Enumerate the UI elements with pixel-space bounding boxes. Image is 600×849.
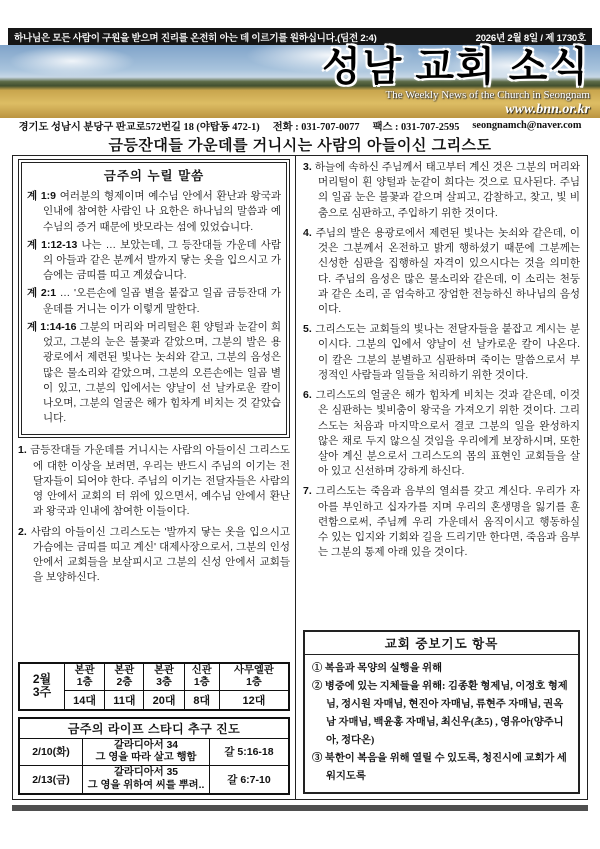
masthead-photo-banner [0, 45, 600, 118]
point-number: 6. [303, 389, 312, 402]
life-study-date: 2/13(금) [19, 766, 83, 794]
verse-text: … '오른손에 일곱 별을 붙잡고 일곱 금등잔대 가운데를 거니는 이가 이렇게 말한다. [43, 287, 281, 315]
attendance-column-header: 사무엘관 1층 [219, 663, 289, 690]
issue-date: 2026년 2월 8일 / 제 1730호 [475, 32, 586, 44]
doctrine-point [18, 525, 290, 586]
attendance-count: 8대 [184, 690, 219, 710]
attendance-count: 20대 [144, 690, 184, 710]
prayer-item-text: 복음과 목양의 실행을 위해 [324, 662, 443, 674]
page-headline: 금등잔대들 가운데를 거니시는 사람의 아들이신 그리스도 [108, 136, 492, 154]
point-text: 주님의 발은 용광로에서 제련된 빛나는 놋쇠와 같은데, 이것은 그분께서 온전하고 밝게 행하셨기 때문에 그분께는 신성한 심판을 집행하실 자격이 있으시다는 것을 의미한다. 주님의 음성은 많은 물소리와 같은데, 이 소리는 천둥과 같은 소리, 곧 엄숙하고 장엄한 전능하신 하나님의 음성이다. [315, 226, 580, 315]
attendance-column-header: 본관 2층 [105, 663, 144, 690]
verse-text: 여러분의 형제이며 예수님 안에서 환난과 왕국과 인내에 참여한 사람인 나 요한은 하나님의 말씀과 예수님의 증거 때문에 밧모라는 섬에 있었습니다. [43, 190, 281, 233]
prayer-item-text: 북한이 복음을 위해 열릴 수 있도록, 청진시에 교회가 세워지도록 [324, 752, 567, 782]
newsletter-subtitle: The Weekly News of the Church in Seongnam [385, 89, 590, 101]
scripture-box-title: 금주의 누릴 말씀 [103, 169, 205, 183]
right-column [296, 156, 587, 799]
attendance-column-header: 신관 1층 [184, 663, 219, 690]
website-link[interactable]: www.bnn.or.kr [505, 102, 590, 117]
verse-text: 나는 … 보았는데, 그 등잔대들 가운데 사람의 아들과 같은 분께서 발까지 닿는 옷을 입으시고 가슴에는 금띠를 띠고 계셨습니다. [43, 238, 281, 282]
left-bottom-tables [18, 662, 290, 795]
church-email[interactable]: seongnamch@naver.com [472, 120, 582, 131]
life-study-content: 갈라디아서 35 그 영을 위하여 씨를 뿌려.. [83, 766, 210, 794]
attendance-period: 2월 3주 [19, 663, 65, 710]
prayer-box-title: 교회 중보기도 항목 [305, 632, 578, 655]
doctrine-point [303, 484, 580, 560]
left-points-list [18, 443, 290, 590]
verse-ref: 계 1:12-13 [27, 238, 78, 251]
masthead-verse: 하나님은 모든 사람이 구원을 받으며 진리를 온전히 아는 데 이르기를 원하십니다.(딤전 2:4) [14, 32, 377, 44]
point-number: 4. [303, 226, 312, 239]
point-text: 그리스도의 얼굴은 해가 힘차게 비치는 것과 같은데, 이것은 심판하는 빛비춤이 왕국을 가져오기 위한 것이다. 그리스도는 처음과 마지막으로서 결코 그분의 일을 완성하지 않은 채로 두지 않으실 것임을 우리에게 보장하시며, 또한 살아 계신 분으로서 그리스도의 몸의 표현인 교회들을 살아 있고 신선하며 강하게 하신다. [315, 389, 580, 478]
life-study-date: 2/10(화) [19, 738, 83, 766]
verse-ref: 계 2:1 [27, 287, 57, 300]
point-text: 그리스도는 교회들의 빛나는 전달자들을 붙잡고 계시는 분이시다. 그분의 입에서 양날이 선 날카로운 칼이 나온다. 이 칼은 그분의 분별하고 심판하며 죽이는 말씀으로서 부정적인 사람들과 일들을 처리하기 위한 것이다. [315, 323, 580, 381]
life-study-title: 금주의 라이프 스타디 추구 진도 [19, 718, 289, 739]
table-row [19, 738, 289, 766]
prayer-item [312, 678, 571, 750]
scripture-box [18, 159, 290, 438]
masthead-verse-bar [8, 28, 592, 45]
point-number: 2. [18, 525, 27, 538]
masthead-title-block [322, 44, 590, 118]
main-content-frame [12, 155, 588, 800]
verse-ref: 계 1:9 [27, 190, 57, 203]
attendance-count: 11대 [105, 690, 144, 710]
scripture-verse [27, 238, 281, 284]
point-text: 금등잔대들 가운데를 거니시는 사람의 아들이신 그리스도에 대한 이상을 보려면, 우리는 반드시 주님의 이기는 전달자들이 되어야 한다. 주님의 이기는 전달자들은 사람의 영 안에서 교회의 터 위에 있으면서, 예수님 안에서 환난과 왕국과 인내에 참여한 이들이다. [30, 444, 290, 518]
doctrine-point [303, 322, 580, 383]
prayer-items [305, 655, 578, 792]
life-study-table [18, 717, 290, 795]
scripture-verse [27, 189, 281, 235]
verse-text: 그분의 머리와 머리털은 흰 양털과 눈같이 희었고, 그분의 눈은 불꽃과 같았으며, 그분의 발은 용광로에서 제련된 빛나는 놋쇠와 같고, 그분의 음성은 많은 물소리와 같았으며, 그분의 오른손에는 일곱 별이 있고, 그분의 입에서는 양날이 선 날카로운 칼이 나오며, 그분의 얼굴은 해가 힘차게 비치는 것 같았습니다. [43, 320, 281, 425]
point-text: 사람의 아들이신 그리스도는 '발까지 닿는 옷을 입으시고 가슴에는 금띠를 띠고 계신' 대제사장으로서, 그분의 인성 안에서 교회들을 보살피시고 그분의 신성 안에서 교회들을 보양하신다. [30, 525, 291, 584]
prayer-item-text: 병중에 있는 지체들을 위해: 김종환 형제님, 이정호 형제님, 정시원 자매님, 현진아 자매님, 류현주 자매님, 권옥남 자매님, 백윤홍 자매님, 최신우(초5) , 영유아(양주니아, 정다온) [324, 680, 568, 746]
point-text: 하늘에 속하신 주님께서 태고부터 계신 것은 그분의 머리와 머리털이 흰 양털과 눈같이 희다는 것으로 묘사된다. 주님의 일곱 눈은 불꽃과 같으며 살피고, 감찰하고, 찾고, 빛 비춤으로 심판하고, 주입하기 위한 것이다. [314, 161, 580, 219]
verse-ref: 계 1:14-16 [27, 320, 77, 333]
attendance-count: 14대 [65, 690, 105, 710]
footer-whitespace [0, 811, 600, 849]
prayer-item-number: ③ [312, 752, 323, 764]
attendance-column-header: 본관 3층 [144, 663, 184, 690]
church-fax: 팩스 : 031-707-2595 [372, 122, 460, 133]
prayer-item [312, 660, 571, 678]
point-number: 3. [303, 161, 312, 173]
prayer-item-number: ② [312, 680, 323, 692]
doctrine-point [303, 226, 580, 317]
prayer-item [312, 750, 571, 786]
prayer-box [303, 630, 580, 794]
scripture-verse [27, 320, 281, 427]
point-text: 그리스도는 죽음과 음부의 열쇠를 갖고 계신다. 우리가 자아를 부인하고 십자가를 지며 우리의 혼생명을 잃기를 훈련함으로써, 주님께 우리 가운데서 움직이시고 행동하실 수 있는 입지와 기회와 길을 드리기만 한다면, 죽음과 음부는 그분의 통제 아래 있을 것이다. [315, 485, 580, 559]
attendance-count: 12대 [219, 690, 289, 710]
doctrine-point [303, 388, 580, 479]
church-phone: 전화 : 031-707-0077 [272, 122, 360, 133]
table-row [19, 766, 289, 794]
life-study-ref: 갈 6:7-10 [210, 766, 290, 794]
contact-line [0, 118, 600, 133]
newsletter-title: 성남 교회 소식 [322, 44, 590, 89]
church-address: 경기도 성남시 분당구 판교로572번길 18 (야탑동 472-1) [18, 122, 260, 133]
point-number: 5. [303, 323, 312, 336]
life-study-ref: 갈 5:16-18 [210, 738, 290, 766]
attendance-column-header: 본관 1층 [65, 663, 105, 690]
scripture-verse [27, 286, 281, 316]
point-number: 1. [18, 444, 27, 457]
left-column [13, 156, 296, 799]
attendance-table [18, 662, 290, 711]
point-number: 7. [303, 485, 312, 498]
doctrine-point [18, 443, 290, 519]
doctrine-point [303, 160, 580, 221]
right-points-list [303, 160, 580, 565]
prayer-item-number: ① [312, 662, 323, 674]
life-study-content: 갈라디아서 34 그 영을 따라 살고 행함 [83, 738, 210, 766]
